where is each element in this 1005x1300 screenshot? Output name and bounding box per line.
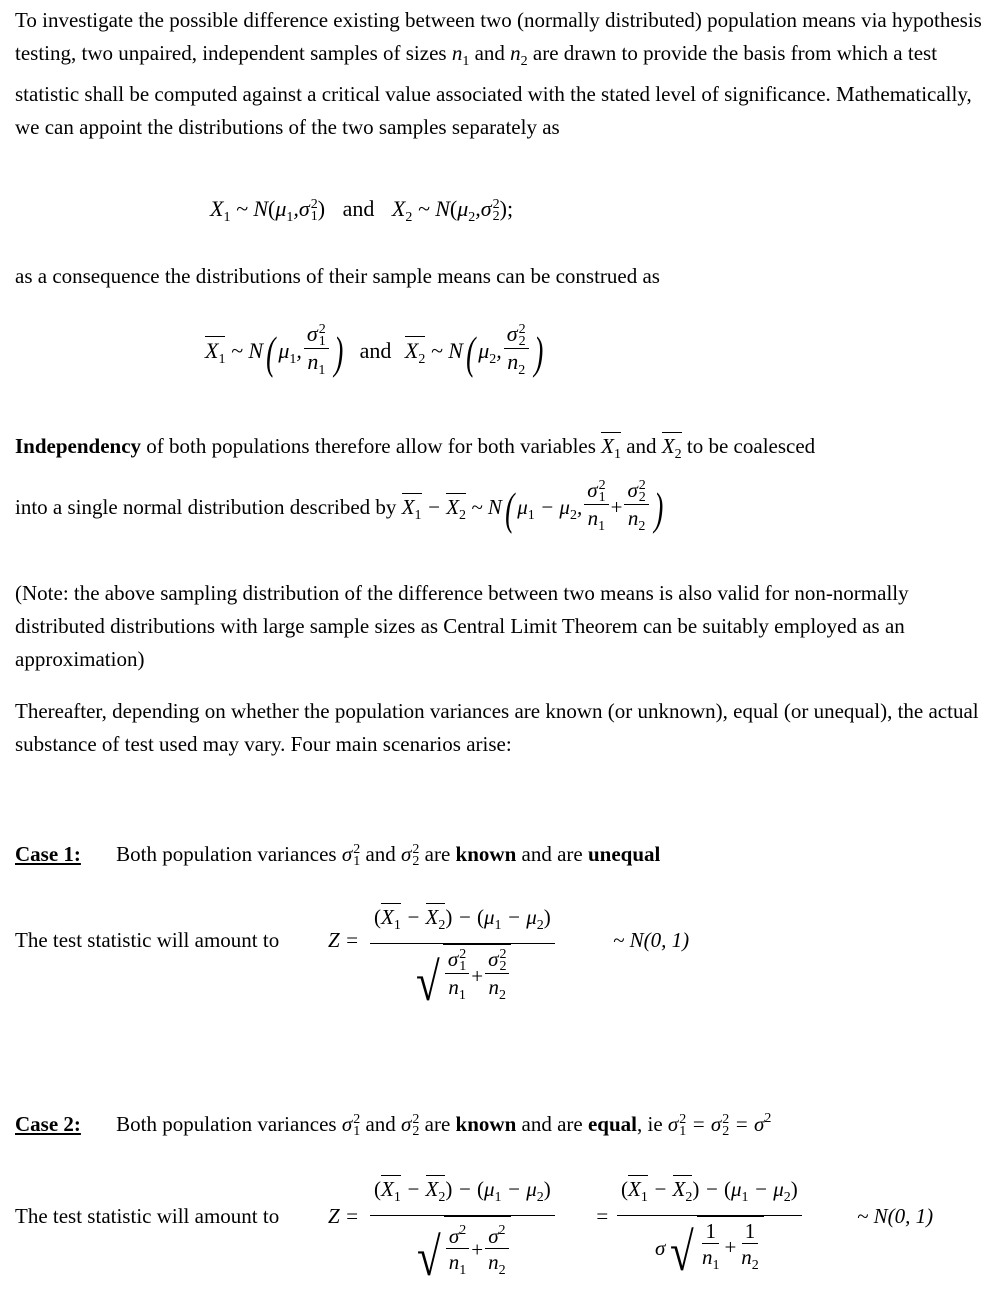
- case2-and: and: [365, 1112, 396, 1136]
- case2-text1: Both population variances: [116, 1112, 337, 1136]
- n2-symbol: $n_2$: [510, 41, 528, 69]
- case2-one-a: 1: [702, 1219, 719, 1244]
- eq2-and: and: [359, 338, 392, 364]
- n1-symbol: $n_1$: [451, 41, 470, 69]
- independency-bold: Independency: [15, 434, 142, 458]
- case1-and-are: and are: [521, 842, 583, 866]
- consequence-paragraph: as a consequence the distributions of their sample means can be construed as: [15, 264, 660, 288]
- case1-known: known: [455, 842, 517, 866]
- case2-known: known: [455, 1112, 517, 1136]
- case1-heading: Case 1: Both population variances σ 2 1 and σ 2 2 are known and are unequal: [15, 842, 661, 870]
- independency-line1: Independency of both populations therefore allow for both variables $X_1$ and $X_2$ to be coalesced: [15, 434, 816, 462]
- case1-unequal: unequal: [587, 842, 661, 866]
- independency-text2: to be coalesced: [686, 434, 816, 458]
- case2-equal: equal: [587, 1112, 637, 1136]
- case2-z-fraction-a: $(X_1 - X_2) - (\mu_1 - \mu_2)$ √ $\frac{\sigma^2}{n_1}$ + $\frac{\sigma^2}{n_2}$: [370, 1172, 555, 1284]
- independency-line2: [15, 478, 666, 540]
- case2-z-fraction-b: $(X_1 - X_2) - (\mu_1 - \mu_2)$ σ √ $\frac{1}{n_1}$ + $\frac{1}{n_2}$: [617, 1172, 802, 1279]
- case2-and-are: and are: [521, 1112, 583, 1136]
- case1-text1: Both population variances: [116, 842, 337, 866]
- intro-paragraph: [15, 4, 1000, 144]
- independency-text1: of both populations therefore allow for both variables: [146, 434, 596, 458]
- case2-label: Case 2:: [15, 1112, 81, 1136]
- case2-are: are: [424, 1112, 451, 1136]
- intro-and: and: [474, 41, 505, 65]
- case1-stat-text: The test statistic will amount to: [15, 928, 280, 952]
- equation-sample-distributions: $X_1$ ~ $N(\mu_1,\sigma$ 2 1 ) and $X_2$ ~ $N(\mu_2,\sigma$ 2 2 );: [210, 196, 514, 225]
- case2-one-b: 1: [742, 1219, 759, 1244]
- equation-difference-distribution: $X_1 - X_2$ ~ N( $\mu_1 - \mu_2$, σ 2 1 $n_1$ + σ 2 2 $n_2$ ): [401, 478, 664, 535]
- case1-label: Case 1:: [15, 842, 81, 866]
- note-paragraph: (Note: the above sampling distribution of the difference between two means is also valid for non-normally distributed distributions with large sample sizes as Central Limit Theorem can be suitably employed as an approximation): [15, 581, 909, 671]
- case1-are: are: [424, 842, 451, 866]
- case1-z-fraction: $(X_1 - X_2) - (\mu_1 - \mu_2)$ √ σ 2 1 $n_1$ + σ 2 2 $n_2$: [370, 900, 555, 1009]
- eq1-and: and: [342, 196, 375, 221]
- case2-heading: Case 2: Both population variances σ 2 1 and σ 2 2 are known and are equal, ie σ 2 1 = σ 2 2 = $\sigma^2$: [15, 1111, 772, 1140]
- case1-and: and: [365, 842, 396, 866]
- case1-dist: ~ N(0, 1): [613, 928, 690, 952]
- case2-ie: , ie: [636, 1112, 663, 1136]
- thereafter-paragraph: Thereafter, depending on whether the population variances are known (or unknown), equal (or unequal), the actual substance of test used may vary. Four main scenarios arise:: [15, 699, 979, 756]
- intro-text-b: are drawn to provide the basis from which a test statistic shall be computed against a critical value associated with the stated level of significance. Mathematically, we can appoint the distributions of the two samples separately as: [15, 41, 972, 139]
- independency-and: and: [626, 434, 657, 458]
- case2-dist: ~ N(0, 1): [857, 1204, 934, 1228]
- equation-sample-means: $X_1$ ~ N( $\mu_1$, σ 2 1 $n_1$ ) and $X_2$ ~ N( $\mu_2$, σ 2 2 $n_2$ ): [205, 321, 543, 378]
- independency-text3: into a single normal distribution described by: [15, 494, 397, 519]
- intro-text-a: To investigate the possible difference existing between two (normally distributed) population means via hypothesis testing, two unpaired, independent samples of sizes: [15, 8, 982, 65]
- case2-stat-text: The test statistic will amount to: [15, 1204, 280, 1228]
